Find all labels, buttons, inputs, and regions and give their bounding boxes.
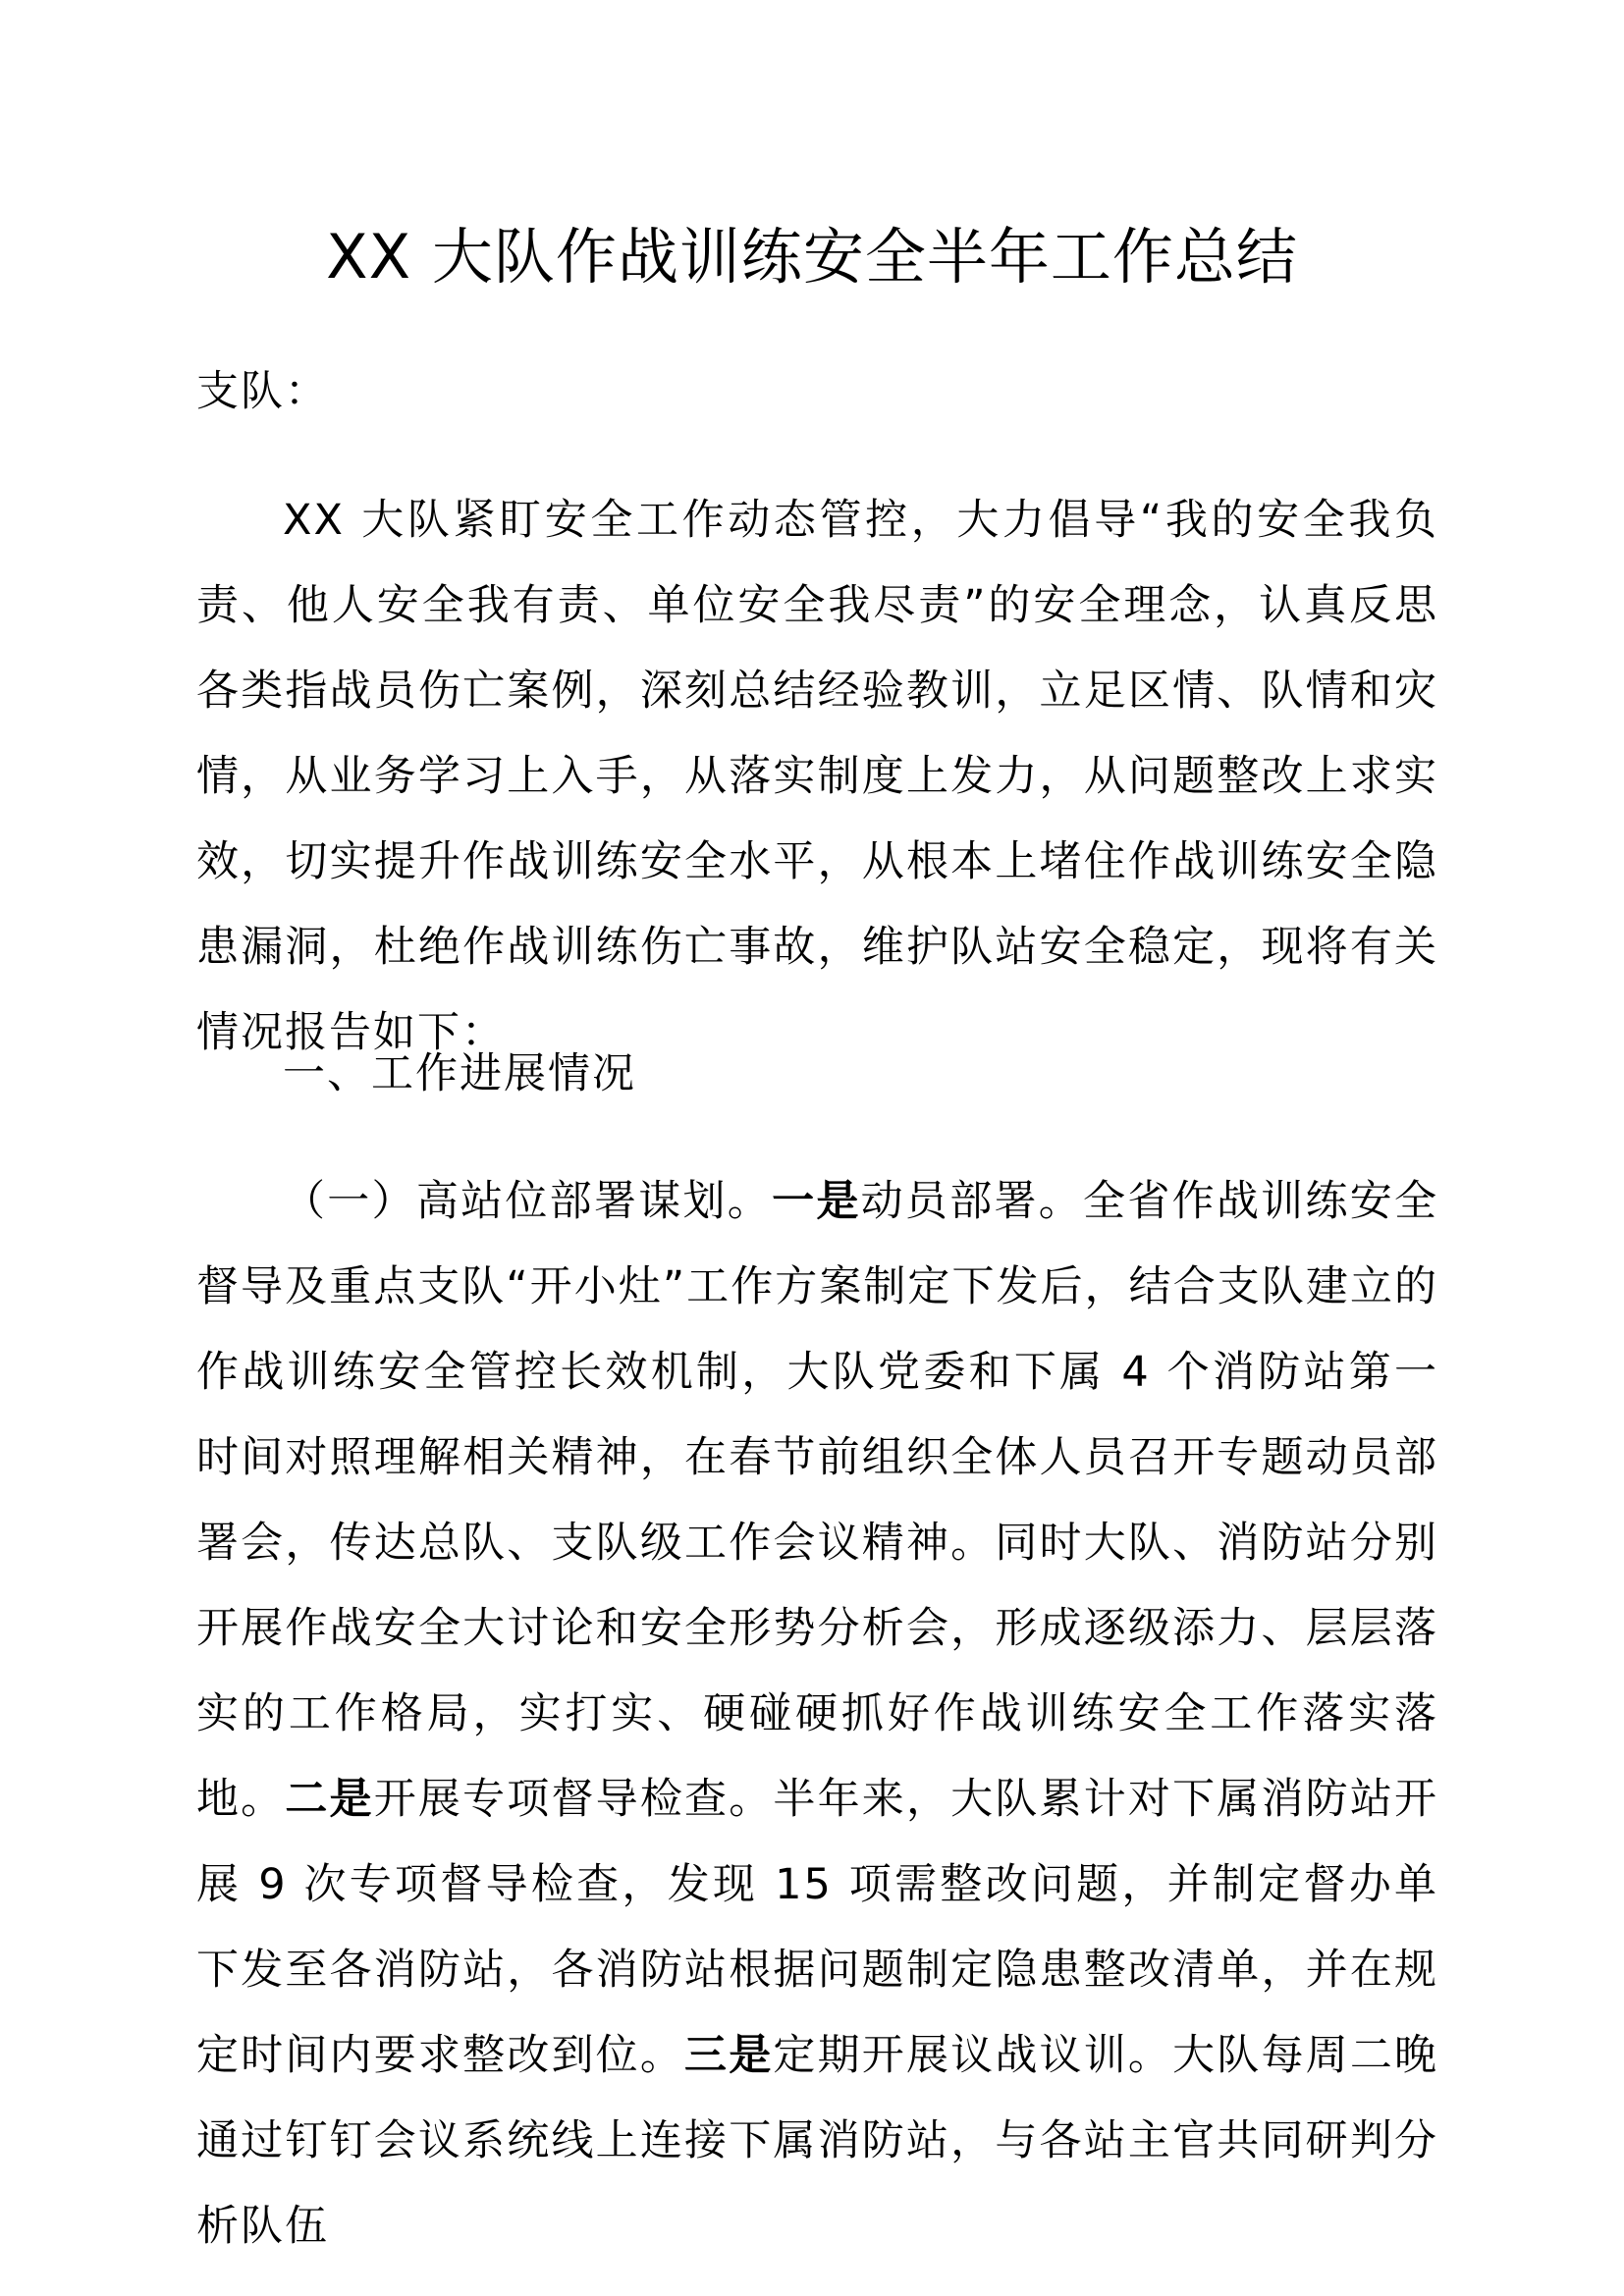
intro-paragraph: XX 大队紧盯安全工作动态管控，大力倡导“我的安全我负责、他人安全我有责、单位安全我尽责”的安全理念，认真反思各类指战员伤亡案例，深刻总结经验教训，立足区情、队情和灾情，从业务学习上入手，从落实制度上发力，从问题整改上求实效，切实提升作战训练安全水平，从根本上堵住作战训练安全隐患漏洞，杜绝作战训练伤亡事故，维护队站安全稳定，现将有关情况报告如下： xyxy=(196,496,1438,1057)
salutation: 支队： xyxy=(196,367,329,416)
point-1-text: 动员部署。全省作战训练安全督导及重点支队“开小灶”工作方案制定下发后，结合支队建立的作战训练安全管控长效机制，大队党委和下属 4 个消防站第一时间对照理解相关精神，在春节前组织全体人员召开专题动员部署会，传达总队、支队级工作会议精神。同时大队、消防站分别开展作战安全大讨论和安全形势分析会，形成逐级添力、层层落实的工作格局，实打实、硬碰硬抓好作战训练安全工作落实落地。 xyxy=(196,1177,1439,1824)
section-heading: 一、工作进展情况 xyxy=(283,1049,636,1098)
point-3-text: 定期开展议战议训。大队每周二晚通过钉钉会议系统线上连接下属消防站，与各站主官共同研判分析队伍 xyxy=(196,2031,1439,2251)
subsection-heading: （一）高站位部署谋划。 xyxy=(283,1177,773,1226)
point-1-lead: 一是 xyxy=(772,1177,861,1226)
document-title: XX 大队作战训练安全半年工作总结 xyxy=(326,221,1298,293)
point-2-text: 开展专项督导检查。半年来，大队累计对下属消防站开展 9 次专项督导检查，发现 15 项需整改问题，并制定督办单下发至各消防站，各消防站根据问题制定隐患整改清单，并在规定时间内要求整改到位。 xyxy=(196,1775,1439,2080)
section-paragraph xyxy=(196,1159,1438,2269)
point-2-lead: 二是 xyxy=(285,1775,374,1824)
point-3-lead: 三是 xyxy=(684,2031,774,2080)
